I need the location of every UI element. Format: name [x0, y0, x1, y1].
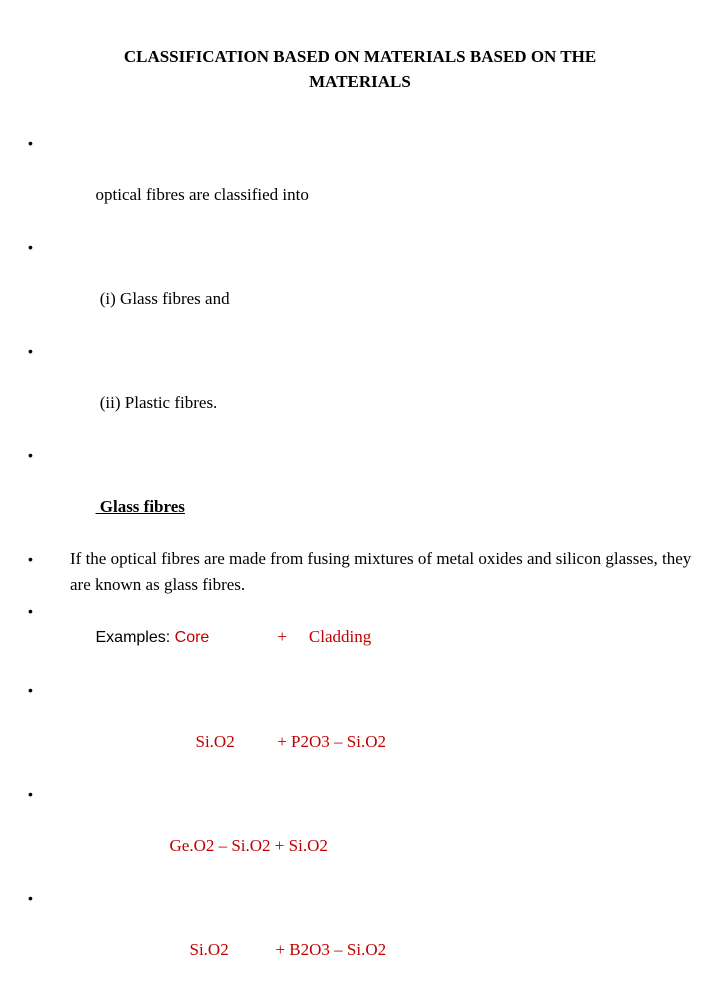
- list-item-heading: [28, 442, 708, 546]
- list-item-text: (ii) Plastic fibres.: [95, 393, 218, 412]
- formula-text: Si.O2 + B2O3 – Si.O2: [189, 940, 387, 959]
- core-label: Core: [174, 629, 210, 646]
- bullet-icon: •: [28, 682, 33, 698]
- list-item-formula: [28, 885, 708, 989]
- bullet-icon: •: [28, 890, 33, 906]
- list-item-text: (i) Glass fibres and: [95, 289, 230, 308]
- plus-sign: +: [277, 627, 287, 646]
- list-item-text: If the optical fibres are made from fusing mixtures of metal oxides and silicon glasses, they are known as glass fibres.: [70, 549, 692, 594]
- bullet-list: [28, 130, 708, 989]
- slide-title-line-2: MATERIALS: [309, 72, 411, 91]
- glass-fibres-heading: Glass fibres: [95, 497, 185, 516]
- slide-title: [60, 44, 660, 94]
- bullet-icon: •: [28, 447, 33, 463]
- bullet-icon: •: [28, 786, 33, 802]
- examples-label: Examples:: [95, 629, 175, 646]
- bullet-icon: •: [28, 135, 33, 151]
- list-item: [28, 546, 708, 598]
- bullet-icon: •: [28, 551, 33, 567]
- list-item: [28, 338, 708, 442]
- cladding-label: Cladding: [308, 627, 372, 646]
- list-item: [28, 130, 708, 234]
- list-item-formula: [28, 781, 708, 885]
- formula-text: Ge.O2 – Si.O2 + Si.O2: [169, 836, 328, 855]
- formula-text: Si.O2 + P2O3 – Si.O2: [195, 732, 386, 751]
- bullet-icon: •: [28, 603, 33, 619]
- list-item-examples: [28, 598, 708, 677]
- list-item-text: optical fibres are classified into: [95, 185, 309, 204]
- list-item: [28, 234, 708, 338]
- list-item-formula: [28, 677, 708, 781]
- bullet-icon: •: [28, 343, 33, 359]
- slide-title-line-1: CLASSIFICATION BASED ON MATERIALS BASED ON THE: [123, 47, 597, 66]
- bullet-icon: •: [28, 239, 33, 255]
